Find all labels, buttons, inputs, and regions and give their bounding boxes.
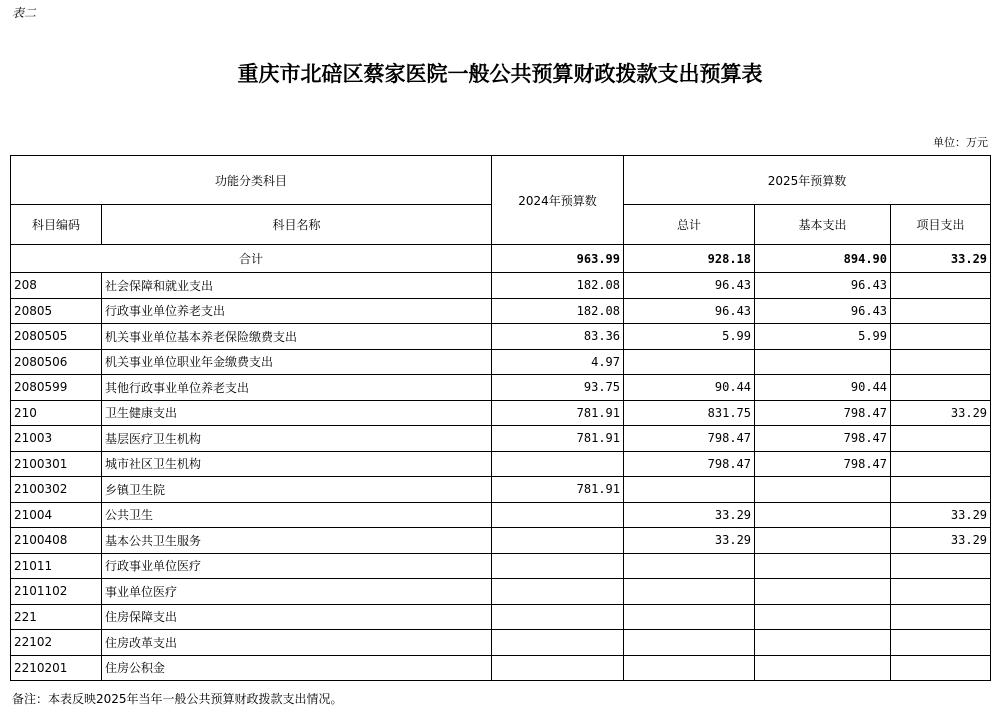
table-number-label: 表二 xyxy=(12,6,37,20)
row-budget-2024 xyxy=(492,553,624,579)
table-row xyxy=(11,349,991,375)
row-code: 21011 xyxy=(11,553,102,579)
total-project: 33.29 xyxy=(891,245,991,273)
row-budget-2024 xyxy=(492,528,624,554)
total-basic: 894.90 xyxy=(755,245,891,273)
code-header: 科目编码 xyxy=(11,205,102,245)
row-budget-2024: 182.08 xyxy=(492,298,624,324)
row-project xyxy=(891,375,991,401)
row-project xyxy=(891,553,991,579)
total-total: 928.18 xyxy=(624,245,755,273)
row-name: 行政事业单位养老支出 xyxy=(102,298,492,324)
row-code: 2210201 xyxy=(11,655,102,681)
row-budget-2024 xyxy=(492,451,624,477)
table-row xyxy=(11,502,991,528)
row-project xyxy=(891,477,991,503)
row-code: 2100408 xyxy=(11,528,102,554)
table-row xyxy=(11,324,991,350)
row-name: 住房公积金 xyxy=(102,655,492,681)
row-total xyxy=(624,553,755,579)
row-basic: 798.47 xyxy=(755,400,891,426)
table-row xyxy=(11,528,991,554)
basic-expense-header: 基本支出 xyxy=(755,205,891,245)
row-budget-2024 xyxy=(492,579,624,605)
row-project xyxy=(891,579,991,605)
row-code: 2080506 xyxy=(11,349,102,375)
row-basic: 798.47 xyxy=(755,426,891,452)
row-total: 5.99 xyxy=(624,324,755,350)
row-name: 乡镇卫生院 xyxy=(102,477,492,503)
row-code: 2100302 xyxy=(11,477,102,503)
row-total: 96.43 xyxy=(624,273,755,299)
table-row xyxy=(11,655,991,681)
row-name: 卫生健康支出 xyxy=(102,400,492,426)
row-budget-2024: 781.91 xyxy=(492,426,624,452)
table-row xyxy=(11,375,991,401)
row-total xyxy=(624,477,755,503)
row-project xyxy=(891,604,991,630)
unit-label: 单位：万元 xyxy=(933,136,988,149)
row-budget-2024: 781.91 xyxy=(492,400,624,426)
table-row xyxy=(11,273,991,299)
row-project xyxy=(891,349,991,375)
row-total: 96.43 xyxy=(624,298,755,324)
row-project xyxy=(891,273,991,299)
row-code: 21003 xyxy=(11,426,102,452)
functional-classification-header: 功能分类科目 xyxy=(11,156,492,205)
row-basic: 798.47 xyxy=(755,451,891,477)
row-name: 基层医疗卫生机构 xyxy=(102,426,492,452)
row-basic xyxy=(755,630,891,656)
table-row xyxy=(11,451,991,477)
row-total: 33.29 xyxy=(624,528,755,554)
table-row xyxy=(11,400,991,426)
row-budget-2024: 4.97 xyxy=(492,349,624,375)
table-row xyxy=(11,477,991,503)
row-basic: 96.43 xyxy=(755,273,891,299)
table-row xyxy=(11,604,991,630)
row-code: 2101102 xyxy=(11,579,102,605)
row-total: 798.47 xyxy=(624,451,755,477)
row-name: 事业单位医疗 xyxy=(102,579,492,605)
table-row xyxy=(11,298,991,324)
row-basic xyxy=(755,349,891,375)
row-code: 2080505 xyxy=(11,324,102,350)
header-row-1 xyxy=(11,156,991,205)
row-name: 机关事业单位职业年金缴费支出 xyxy=(102,349,492,375)
total-row xyxy=(11,245,991,273)
row-total xyxy=(624,349,755,375)
row-budget-2024: 182.08 xyxy=(492,273,624,299)
row-code: 208 xyxy=(11,273,102,299)
row-name: 机关事业单位基本养老保险缴费支出 xyxy=(102,324,492,350)
row-total: 831.75 xyxy=(624,400,755,426)
row-basic xyxy=(755,579,891,605)
row-code: 221 xyxy=(11,604,102,630)
row-basic xyxy=(755,477,891,503)
row-basic: 5.99 xyxy=(755,324,891,350)
budget-2025-header: 2025年预算数 xyxy=(624,156,991,205)
total-header: 总计 xyxy=(624,205,755,245)
row-name: 行政事业单位医疗 xyxy=(102,553,492,579)
row-basic: 96.43 xyxy=(755,298,891,324)
row-code: 2080599 xyxy=(11,375,102,401)
row-code: 210 xyxy=(11,400,102,426)
row-total: 798.47 xyxy=(624,426,755,452)
row-total xyxy=(624,630,755,656)
row-basic xyxy=(755,655,891,681)
row-project xyxy=(891,426,991,452)
budget-2024-header: 2024年预算数 xyxy=(492,156,624,245)
row-total: 90.44 xyxy=(624,375,755,401)
row-project xyxy=(891,298,991,324)
name-header: 科目名称 xyxy=(102,205,492,245)
table-row xyxy=(11,630,991,656)
total-label: 合计 xyxy=(11,245,492,273)
row-total xyxy=(624,655,755,681)
row-name: 住房改革支出 xyxy=(102,630,492,656)
row-project: 33.29 xyxy=(891,400,991,426)
row-name: 其他行政事业单位养老支出 xyxy=(102,375,492,401)
row-budget-2024: 781.91 xyxy=(492,477,624,503)
row-budget-2024: 83.36 xyxy=(492,324,624,350)
table-row xyxy=(11,553,991,579)
row-basic xyxy=(755,528,891,554)
row-total: 33.29 xyxy=(624,502,755,528)
footnote: 备注：本表反映2025年当年一般公共预算财政拨款支出情况。 xyxy=(12,692,343,706)
page-title: 重庆市北碚区蔡家医院一般公共预算财政拨款支出预算表 xyxy=(237,61,763,86)
row-budget-2024 xyxy=(492,630,624,656)
row-code: 22102 xyxy=(11,630,102,656)
project-expense-header: 项目支出 xyxy=(891,205,991,245)
row-project xyxy=(891,655,991,681)
row-total xyxy=(624,579,755,605)
row-name: 基本公共卫生服务 xyxy=(102,528,492,554)
row-basic xyxy=(755,604,891,630)
row-basic: 90.44 xyxy=(755,375,891,401)
table-body xyxy=(11,245,991,681)
row-project xyxy=(891,630,991,656)
row-project xyxy=(891,324,991,350)
row-budget-2024 xyxy=(492,655,624,681)
row-basic xyxy=(755,553,891,579)
budget-table xyxy=(10,155,991,681)
row-project: 33.29 xyxy=(891,528,991,554)
total-budget-2024: 963.99 xyxy=(492,245,624,273)
row-total xyxy=(624,604,755,630)
row-name: 公共卫生 xyxy=(102,502,492,528)
row-budget-2024: 93.75 xyxy=(492,375,624,401)
row-budget-2024 xyxy=(492,502,624,528)
row-budget-2024 xyxy=(492,604,624,630)
row-name: 住房保障支出 xyxy=(102,604,492,630)
row-project xyxy=(891,451,991,477)
row-name: 城市社区卫生机构 xyxy=(102,451,492,477)
row-code: 20805 xyxy=(11,298,102,324)
row-code: 2100301 xyxy=(11,451,102,477)
row-project: 33.29 xyxy=(891,502,991,528)
table-row xyxy=(11,426,991,452)
row-name: 社会保障和就业支出 xyxy=(102,273,492,299)
row-code: 21004 xyxy=(11,502,102,528)
row-basic xyxy=(755,502,891,528)
table-row xyxy=(11,579,991,605)
